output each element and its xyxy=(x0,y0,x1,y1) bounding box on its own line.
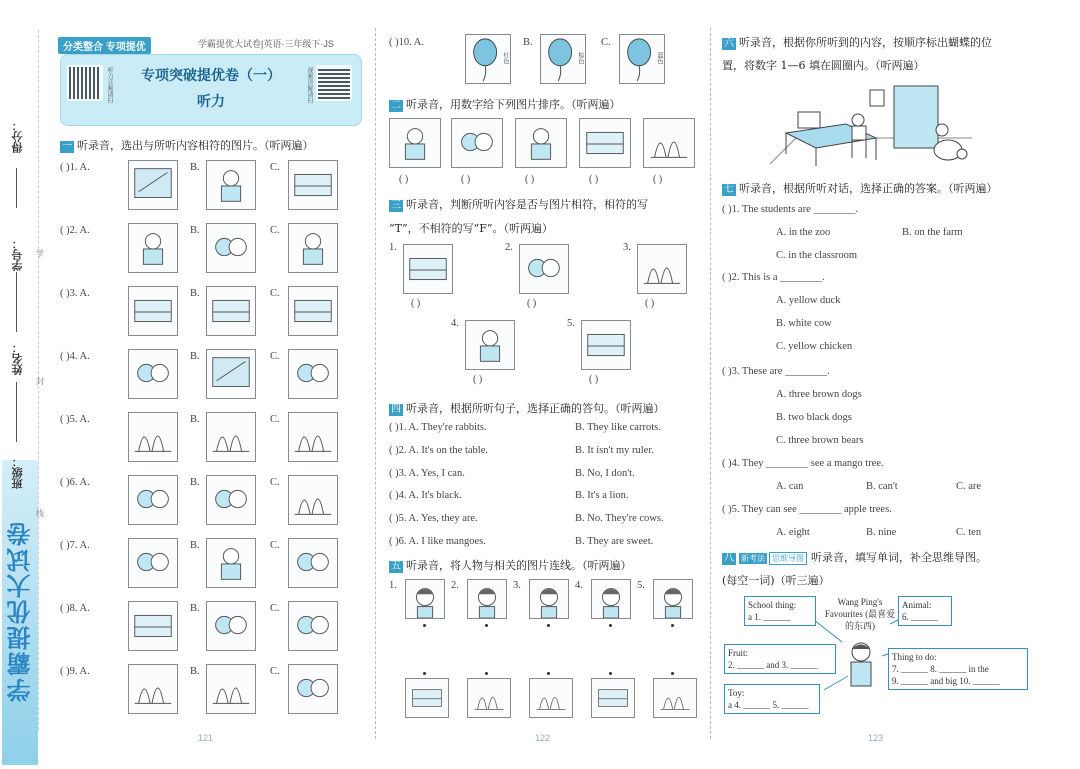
option-b-label: B. xyxy=(190,666,200,677)
option-c-label: C. xyxy=(270,603,280,614)
section-5-heading: 五 听录音，将人物与相关的图片连线。（听两遍） xyxy=(391,559,632,572)
answer-blank-paren[interactable]: ( ) xyxy=(525,174,535,185)
answer-option[interactable]: A. in the zoo xyxy=(776,227,831,238)
person-picture[interactable] xyxy=(529,579,569,619)
question-number-label: ( )1. A. xyxy=(60,162,90,173)
section-3-heading: 三 听录音，判断所听内容是否与图片相符，相符的写 xyxy=(391,198,648,211)
section-7-heading: 七 听录音，根据所听对话，选择正确的答案。（听两遍） xyxy=(724,182,998,195)
page-123 xyxy=(718,0,1058,769)
answer-option[interactable]: A. can xyxy=(776,481,804,492)
answer-choice-a: ( )4. A. It's black. xyxy=(389,490,462,502)
match-dot[interactable] xyxy=(547,624,550,627)
object-picture[interactable] xyxy=(467,678,511,718)
picture-option-b[interactable] xyxy=(206,664,256,714)
option-b-label: B. xyxy=(190,603,200,614)
match-dot[interactable] xyxy=(609,672,612,675)
person-picture[interactable] xyxy=(653,579,693,619)
answer-option[interactable]: C. are xyxy=(956,481,982,492)
picture-option-b[interactable] xyxy=(206,223,256,273)
answer-choice-b: B. It isn't my ruler. xyxy=(575,444,654,456)
section-6-heading: 六 听录音，根据你所听到的内容，按顺序标出蝴蝶的位 xyxy=(724,36,992,49)
judgement-picture[interactable] xyxy=(519,244,569,294)
item-number: 5. xyxy=(637,580,645,591)
answer-blank-paren[interactable]: ( ) xyxy=(399,174,409,185)
person-picture[interactable] xyxy=(405,579,445,619)
question-number-label: ( )4. A. xyxy=(60,351,90,362)
question-stem: ( )5. They can see ________ apple trees. xyxy=(722,504,892,515)
page-122 xyxy=(385,0,705,769)
picture-option-c[interactable] xyxy=(288,538,338,588)
q10-b-label: B. xyxy=(523,37,533,48)
qr-caption-right: 视频讲解请扫 xyxy=(306,67,312,103)
page-number: 121 xyxy=(198,733,214,743)
person-picture[interactable] xyxy=(467,579,507,619)
match-dot[interactable] xyxy=(671,624,674,627)
header-card xyxy=(60,54,362,126)
series-title: 学霸提优大试卷|英语·三年级下·JS xyxy=(198,39,334,49)
wang-ping-figure xyxy=(844,640,878,688)
picture-option-b[interactable] xyxy=(206,349,256,399)
spine-mark: 封 xyxy=(36,377,44,386)
option-c-label: C. xyxy=(270,666,280,677)
section-2-heading: 二 听录音，用数字给下列图片排序。（听两遍） xyxy=(391,98,621,111)
item-number: 2. xyxy=(505,242,513,253)
picture-option-c[interactable] xyxy=(288,160,338,210)
option-c-label: C. xyxy=(270,162,280,173)
mind-map-thing-box: Thing to do: 7. ______ 8. ______ in the 9. ______ and big 10. ______ xyxy=(888,648,1028,690)
page-divider xyxy=(375,28,376,739)
room-scene-image xyxy=(766,78,978,170)
answer-choice-b: B. No, I don't. xyxy=(575,467,635,479)
option-c-label: C. xyxy=(270,414,280,425)
qr-code-right xyxy=(316,65,352,101)
answer-option[interactable]: B. two black dogs xyxy=(776,412,852,423)
spine-label-name: 姓名： xyxy=(12,342,24,375)
answer-choice-a: ( )5. A. Yes, they are. xyxy=(389,513,478,525)
judgement-picture[interactable] xyxy=(465,320,515,370)
mind-map-tag: 思维导图 xyxy=(769,552,807,565)
option-c-label: C. xyxy=(270,477,280,488)
picture-option-c[interactable] xyxy=(288,475,338,525)
option-b-label: B. xyxy=(190,414,200,425)
option-b-label: B. xyxy=(190,351,200,362)
mind-map-toy-box: Toy: a 4. ______ 5. ______ xyxy=(724,684,820,714)
section-3-heading-line2: “T”，不相符的写“F”。（听两遍） xyxy=(389,222,553,235)
section-1-heading: 一 听录音，选出与所听内容相符的图片。（听两遍） xyxy=(62,139,314,152)
picture-option-c[interactable] xyxy=(288,286,338,336)
ordering-picture[interactable] xyxy=(515,118,567,168)
spine-mark: 线 xyxy=(36,509,44,518)
page-number: 122 xyxy=(535,733,551,743)
answer-option[interactable]: B. on the farm xyxy=(902,227,963,238)
answer-option[interactable]: A. three brown dogs xyxy=(776,389,862,400)
answer-option[interactable]: A. yellow duck xyxy=(776,295,841,306)
question-stem: ( )4. They ________ see a mango tree. xyxy=(722,458,884,469)
picture-option-a[interactable] xyxy=(128,601,178,651)
ordering-picture[interactable] xyxy=(579,118,631,168)
option-b-label: B. xyxy=(190,477,200,488)
mind-map-center: Wang Ping's Favourites (最喜爱的东西) xyxy=(824,597,896,631)
picture-option-a[interactable] xyxy=(128,412,178,462)
match-dot[interactable] xyxy=(671,672,674,675)
picture-option-a[interactable] xyxy=(128,475,178,525)
mind-map-animal-box: Animal: 6. ______ xyxy=(898,596,952,626)
object-picture[interactable] xyxy=(405,678,449,718)
mind-map-school-box: School thing: a 1. ______ xyxy=(744,596,816,626)
option-b-label: B. xyxy=(190,540,200,551)
answer-blank-paren[interactable]: ( ) xyxy=(527,298,537,309)
item-number: 4. xyxy=(575,580,583,591)
match-dot[interactable] xyxy=(423,624,426,627)
balloon-b-color-label: 棕色 xyxy=(577,52,584,64)
match-dot[interactable] xyxy=(547,672,550,675)
spine-line xyxy=(16,272,17,332)
picture-option-b[interactable] xyxy=(206,475,256,525)
object-picture[interactable] xyxy=(653,678,697,718)
picture-option-b[interactable] xyxy=(206,160,256,210)
item-number: 1. xyxy=(389,242,397,253)
page-divider xyxy=(710,28,711,739)
answer-choice-a: ( )6. A. I like mangoes. xyxy=(389,536,486,547)
match-dot[interactable] xyxy=(485,624,488,627)
card-title: 专项突破提优卷（一） xyxy=(141,67,281,83)
picture-option-b[interactable] xyxy=(206,412,256,462)
mind-map-fruit-box: Fruit: 2. ______ and 3. ______ xyxy=(724,644,836,674)
qr-caption-left: 听力音频请扫 xyxy=(106,67,112,103)
judgement-picture[interactable] xyxy=(581,320,631,370)
item-number: 3. xyxy=(623,242,631,253)
question-number-label: ( )7. A. xyxy=(60,540,90,551)
card-subtitle: 听力 xyxy=(197,93,225,109)
answer-blank-paren[interactable]: ( ) xyxy=(473,374,483,385)
answer-choice-b: B. It's a lion. xyxy=(575,490,629,502)
picture-option-c[interactable] xyxy=(288,349,338,399)
picture-option-c[interactable] xyxy=(288,412,338,462)
spine-label-id: 学号： xyxy=(12,238,24,271)
spine-title: 学霸提优大试卷 xyxy=(8,520,35,702)
answer-option[interactable]: B. can't xyxy=(866,481,898,492)
answer-option[interactable]: C. in the classroom xyxy=(776,250,858,261)
q10-label: ( )10. A. xyxy=(389,37,424,48)
answer-choice-a: ( )1. A. They're rabbits. xyxy=(389,422,487,433)
balloon-a-color-label: 红色 xyxy=(502,52,509,64)
answer-choice-b: B. They like carrots. xyxy=(575,422,661,433)
picture-option-b[interactable] xyxy=(206,601,256,651)
answer-option[interactable]: B. nine xyxy=(866,527,897,538)
page-number: 123 xyxy=(868,733,884,743)
question-stem: ( )2. This is a ________. xyxy=(722,272,825,283)
question-stem: ( )1. The students are ________. xyxy=(722,204,858,215)
option-b-label: B. xyxy=(190,225,200,236)
match-dot[interactable] xyxy=(485,672,488,675)
balloon-c-color-label: 蓝色 xyxy=(656,52,663,64)
answer-blank-paren[interactable]: ( ) xyxy=(461,174,471,185)
section-6-heading-line2: 置，将数字 1—6 填在圆圈内。（听两遍） xyxy=(722,59,925,72)
object-picture[interactable] xyxy=(591,678,635,718)
answer-choice-a: ( )3. A. Yes, I can. xyxy=(389,467,465,479)
item-number: 5. xyxy=(567,318,575,329)
option-c-label: C. xyxy=(270,288,280,299)
category-tag: 分类整合 专项提优 xyxy=(58,37,151,54)
answer-choice-b: B. They are sweet. xyxy=(575,536,654,547)
ordering-picture[interactable] xyxy=(643,118,695,168)
ordering-picture[interactable] xyxy=(451,118,503,168)
section-4-heading: 四 听录音，根据所听句子，选择正确的答句。（听两遍） xyxy=(391,402,665,415)
question-number-label: ( )6. A. xyxy=(60,477,90,488)
judgement-picture[interactable] xyxy=(637,244,687,294)
question-stem: ( )3. These are ________. xyxy=(722,366,830,377)
item-number: 1. xyxy=(389,580,397,591)
option-c-label: C. xyxy=(270,225,280,236)
answer-option[interactable]: C. yellow chicken xyxy=(776,341,853,352)
new-method-tag: 新考法 xyxy=(741,554,765,563)
page-121 xyxy=(48,0,368,769)
picture-option-c[interactable] xyxy=(288,601,338,651)
answer-option[interactable]: C. three brown bears xyxy=(776,435,864,446)
picture-option-a[interactable] xyxy=(128,349,178,399)
answer-blank-paren[interactable]: ( ) xyxy=(589,374,599,385)
spine-label-score: 得分： xyxy=(12,120,24,153)
answer-option[interactable]: A. eight xyxy=(776,527,810,538)
answer-blank-paren[interactable]: ( ) xyxy=(411,298,421,309)
question-number-label: ( )9. A. xyxy=(60,666,90,677)
section-8-heading-line2: (每空一词)（听三遍） xyxy=(722,574,830,587)
question-number-label: ( )5. A. xyxy=(60,414,90,425)
picture-option-a[interactable] xyxy=(128,223,178,273)
picture-option-a[interactable] xyxy=(128,664,178,714)
answer-option[interactable]: C. ten xyxy=(956,527,982,538)
option-b-label: B. xyxy=(190,162,200,173)
picture-option-a[interactable] xyxy=(128,538,178,588)
object-picture[interactable] xyxy=(529,678,573,718)
match-dot[interactable] xyxy=(609,624,612,627)
judgement-picture[interactable] xyxy=(403,244,453,294)
answer-blank-paren[interactable]: ( ) xyxy=(645,298,655,309)
item-number: 3. xyxy=(513,580,521,591)
spine-line xyxy=(16,382,17,442)
item-number: 4. xyxy=(451,318,459,329)
question-number-label: ( )2. A. xyxy=(60,225,90,236)
qr-code-left xyxy=(67,65,103,101)
question-number-label: ( )3. A. xyxy=(60,288,90,299)
picture-option-c[interactable] xyxy=(288,223,338,273)
ordering-picture[interactable] xyxy=(389,118,441,168)
q10-c-label: C. xyxy=(601,37,611,48)
option-b-label: B. xyxy=(190,288,200,299)
picture-option-b[interactable] xyxy=(206,286,256,336)
option-c-label: C. xyxy=(270,351,280,362)
answer-blank-paren[interactable]: ( ) xyxy=(653,174,663,185)
answer-option[interactable]: B. white cow xyxy=(776,318,832,329)
match-dot[interactable] xyxy=(423,672,426,675)
spine xyxy=(0,0,46,769)
spine-line xyxy=(16,168,17,208)
section-8-heading: 八 新考法 思维导图 听录音，填写单词，补全思维导图。 xyxy=(724,551,987,564)
item-number: 2. xyxy=(451,580,459,591)
person-picture[interactable] xyxy=(591,579,631,619)
picture-option-a[interactable] xyxy=(128,160,178,210)
picture-option-a[interactable] xyxy=(128,286,178,336)
picture-option-b[interactable] xyxy=(206,538,256,588)
answer-choice-b: B. No. They're cows. xyxy=(575,513,664,525)
answer-blank-paren[interactable]: ( ) xyxy=(589,174,599,185)
picture-option-c[interactable] xyxy=(288,664,338,714)
answer-choice-a: ( )2. A. It's on the table. xyxy=(389,444,488,456)
question-number-label: ( )8. A. xyxy=(60,603,90,614)
spine-mark: 学 xyxy=(36,249,44,258)
option-c-label: C. xyxy=(270,540,280,551)
spine-label-class: 班级： xyxy=(12,456,24,489)
